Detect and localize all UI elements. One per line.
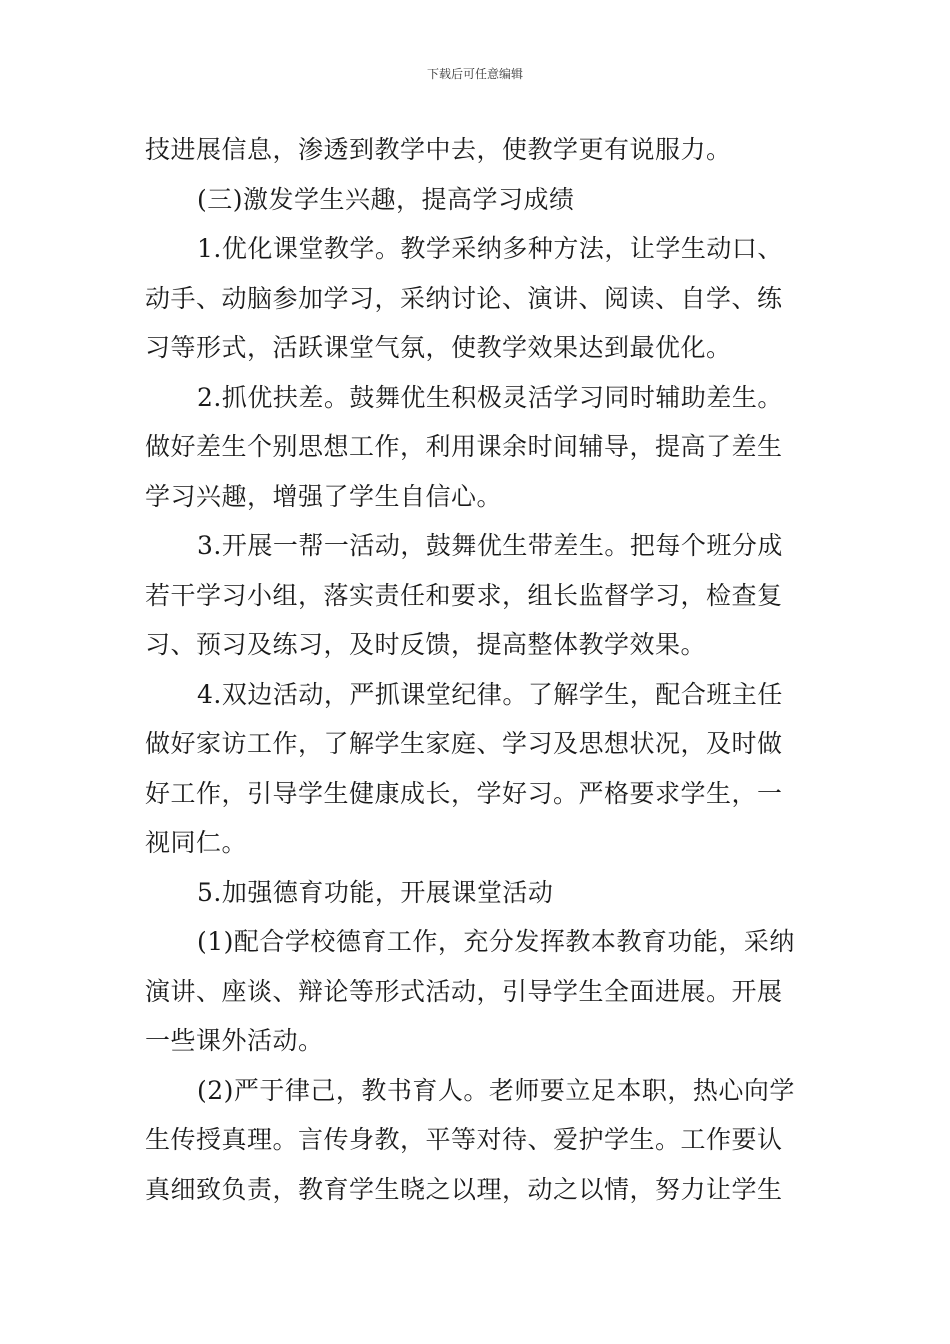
- text-line: 好工作，引导学生健康成长，学好习。严格要求学生，一: [145, 778, 783, 808]
- text-line: 4.双边活动，严抓课堂纪律。了解学生，配合班主任: [197, 679, 783, 709]
- text-line: (1)配合学校德育工作，充分发挥教本教育功能，采纳: [197, 927, 795, 956]
- text-line: 演讲、座谈、辩论等形式活动，引导学生全面进展。开展: [145, 976, 783, 1006]
- text-line: 生传授真理。言传身教，平等对待、爱护学生。工作要认: [145, 1125, 783, 1154]
- text-line: 若干学习小组，落实责任和要求，组长监督学习，检查复: [145, 580, 783, 610]
- text-line: 2.抓优扶差。鼓舞优生积极灵活学习同时辅助差生。: [197, 382, 783, 412]
- text-line: (2)严于律己，教书育人。老师要立足本职，热心向学: [197, 1075, 795, 1105]
- text-line: 一些课外活动。: [145, 1026, 324, 1055]
- text-line: 习等形式，活跃课堂气氛，使教学效果达到最优化。: [145, 333, 732, 362]
- text-line: 1.优化课堂教学。教学采纳多种方法，让学生动口、: [197, 234, 783, 263]
- text-line: 做好家访工作，了解学生家庭、学习及思想状况，及时做: [145, 729, 783, 758]
- text-line: 视同仁。: [145, 828, 248, 857]
- text-line: 5.加强德育功能，开展课堂活动: [197, 877, 554, 907]
- text-line: 3.开展一帮一活动，鼓舞优生带差生。把每个班分成: [197, 531, 783, 560]
- text-line: 习、预习及练习，及时反馈，提高整体教学效果。: [145, 630, 707, 659]
- text-line: 真细致负责，教育学生晓之以理，动之以情，努力让学生: [145, 1174, 783, 1204]
- text-line: 技进展信息，渗透到教学中去，使教学更有说服力。: [145, 135, 732, 164]
- text-line: 动手、动脑参加学习，采纳讨论、演讲、阅读、自学、练: [145, 283, 783, 313]
- page-header: 下载后可任意编辑: [426, 67, 523, 81]
- document-body: [145, 125, 810, 1214]
- text-line: 做好差生个别思想工作，利用课余时间辅导，提高了差生: [145, 432, 783, 461]
- text-line: 学习兴趣，增强了学生自信心。: [145, 481, 503, 511]
- text-line: (三)激发学生兴趣，提高学习成绩: [197, 184, 575, 214]
